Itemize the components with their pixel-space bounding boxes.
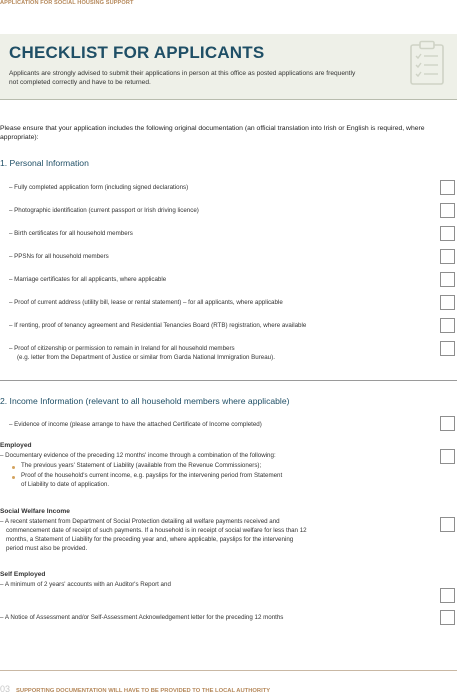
checkbox-proof-of-address[interactable] [440,295,455,310]
page-footer [0,684,270,694]
checklist-item-tenancy-agreement: – If renting, proof of tenancy agreement and Residential Tenancies Board (RTB) registration, where available [9,322,307,329]
employed-bullet-continued: of Liability to date of application. [21,481,110,488]
employed-bullet: Proof of the household's current income, e.g. payslips for the intervening period from Statement [21,472,283,479]
checklist-item-ppsns: – PPSNs for all household members [9,253,109,260]
section-divider [0,380,457,381]
checklist-item-photo-id: – Photographic identification (current passport or Irish driving licence) [9,207,199,214]
welfare-line: – A recent statement from Department of Social Protection detailing all welfare payments received and [0,518,280,525]
self-employed-accounts: – A minimum of 2 years' accounts with an Auditor's Report and [0,581,171,588]
page-number: 03 [0,684,11,694]
clipboard-checklist-icon [409,40,445,86]
self-employed-assessment: – A Notice of Assessment and/or Self-Assessment Acknowledgement letter for the preceding 12 months [0,614,284,621]
checkbox-birth-certificates[interactable] [440,226,455,241]
bullet-icon [12,476,15,479]
employed-heading: Employed [0,442,32,449]
checkbox-evidence-of-income[interactable] [440,416,455,431]
checklist-item-proof-of-address: – Proof of current address (utility bill, lease or rental statement) – for all applicants, where applicable [9,299,283,306]
checklist-item-application-form: – Fully completed application form (including signed declarations) [9,184,189,191]
document-header-label: APPLICATION FOR SOCIAL HOUSING SUPPORT [0,0,134,6]
checkbox-employed[interactable] [440,449,455,464]
checkbox-ppsns[interactable] [440,249,455,264]
page-title: CHECKLIST FOR APPLICANTS [9,43,265,62]
welfare-line: months, a Statement of Liability for the preceding year and, where applicable, payslips for the intervening [6,536,294,543]
checklist-item-birth-certificates: – Birth certificates for all household members [9,230,133,237]
self-employed-heading: Self Employed [0,571,46,578]
checkbox-self-employed-assessment[interactable] [440,610,455,625]
checkbox-application-form[interactable] [440,180,455,195]
footer-divider [0,670,457,671]
welfare-line: commencement date of receipt of such payments. If a household is in receipt of social welfare for less than 12 [6,527,307,534]
checkbox-social-welfare[interactable] [440,517,455,532]
employed-text: – Documentary evidence of the preceding 12 months' income through a combination of the following: [0,452,276,459]
checklist-item-evidence-of-income: – Evidence of income (please arrange to have the attached Certificate of Income completed) [9,421,262,428]
checklist-item-citizenship: – Proof of citizenship or permission to remain in Ireland for all household members [9,345,235,352]
section-2-title: 2. Income Information (relevant to all household members where applicable) [0,396,290,406]
section-1-title: 1. Personal Information [0,158,89,168]
checklist-item-marriage-certificates: – Marriage certificates for all applicants, where applicable [9,276,167,283]
banner-subtitle: Applicants are strongly advised to submit their applications in person at this office as posted applications are frequently not completed correctly and have to be returned. [9,70,356,86]
bullet-icon [12,466,15,469]
checklist-item-citizenship-note: (e.g. letter from the Department of Justice or similar from Garda National Immigration Bureau). [17,354,275,361]
checklist-banner [0,34,457,100]
intro-paragraph: Please ensure that your application includes the following original documentation (an official translation into Irish or English is required, where appropriate): [0,125,425,142]
checkbox-tenancy-agreement[interactable] [440,318,455,333]
checkbox-photo-id[interactable] [440,203,455,218]
welfare-line: period must also be provided. [6,545,88,552]
welfare-heading: Social Welfare Income [0,508,70,515]
employed-bullet: The previous years' Statement of Liability (available from the Revenue Commissioners); [21,462,262,469]
footer-text: SUPPORTING DOCUMENTATION WILL HAVE TO BE PROVIDED TO THE LOCAL AUTHORITY [16,688,271,694]
checkbox-citizenship[interactable] [440,341,455,356]
checkbox-marriage-certificates[interactable] [440,272,455,287]
checkbox-self-employed-accounts[interactable] [440,588,455,603]
